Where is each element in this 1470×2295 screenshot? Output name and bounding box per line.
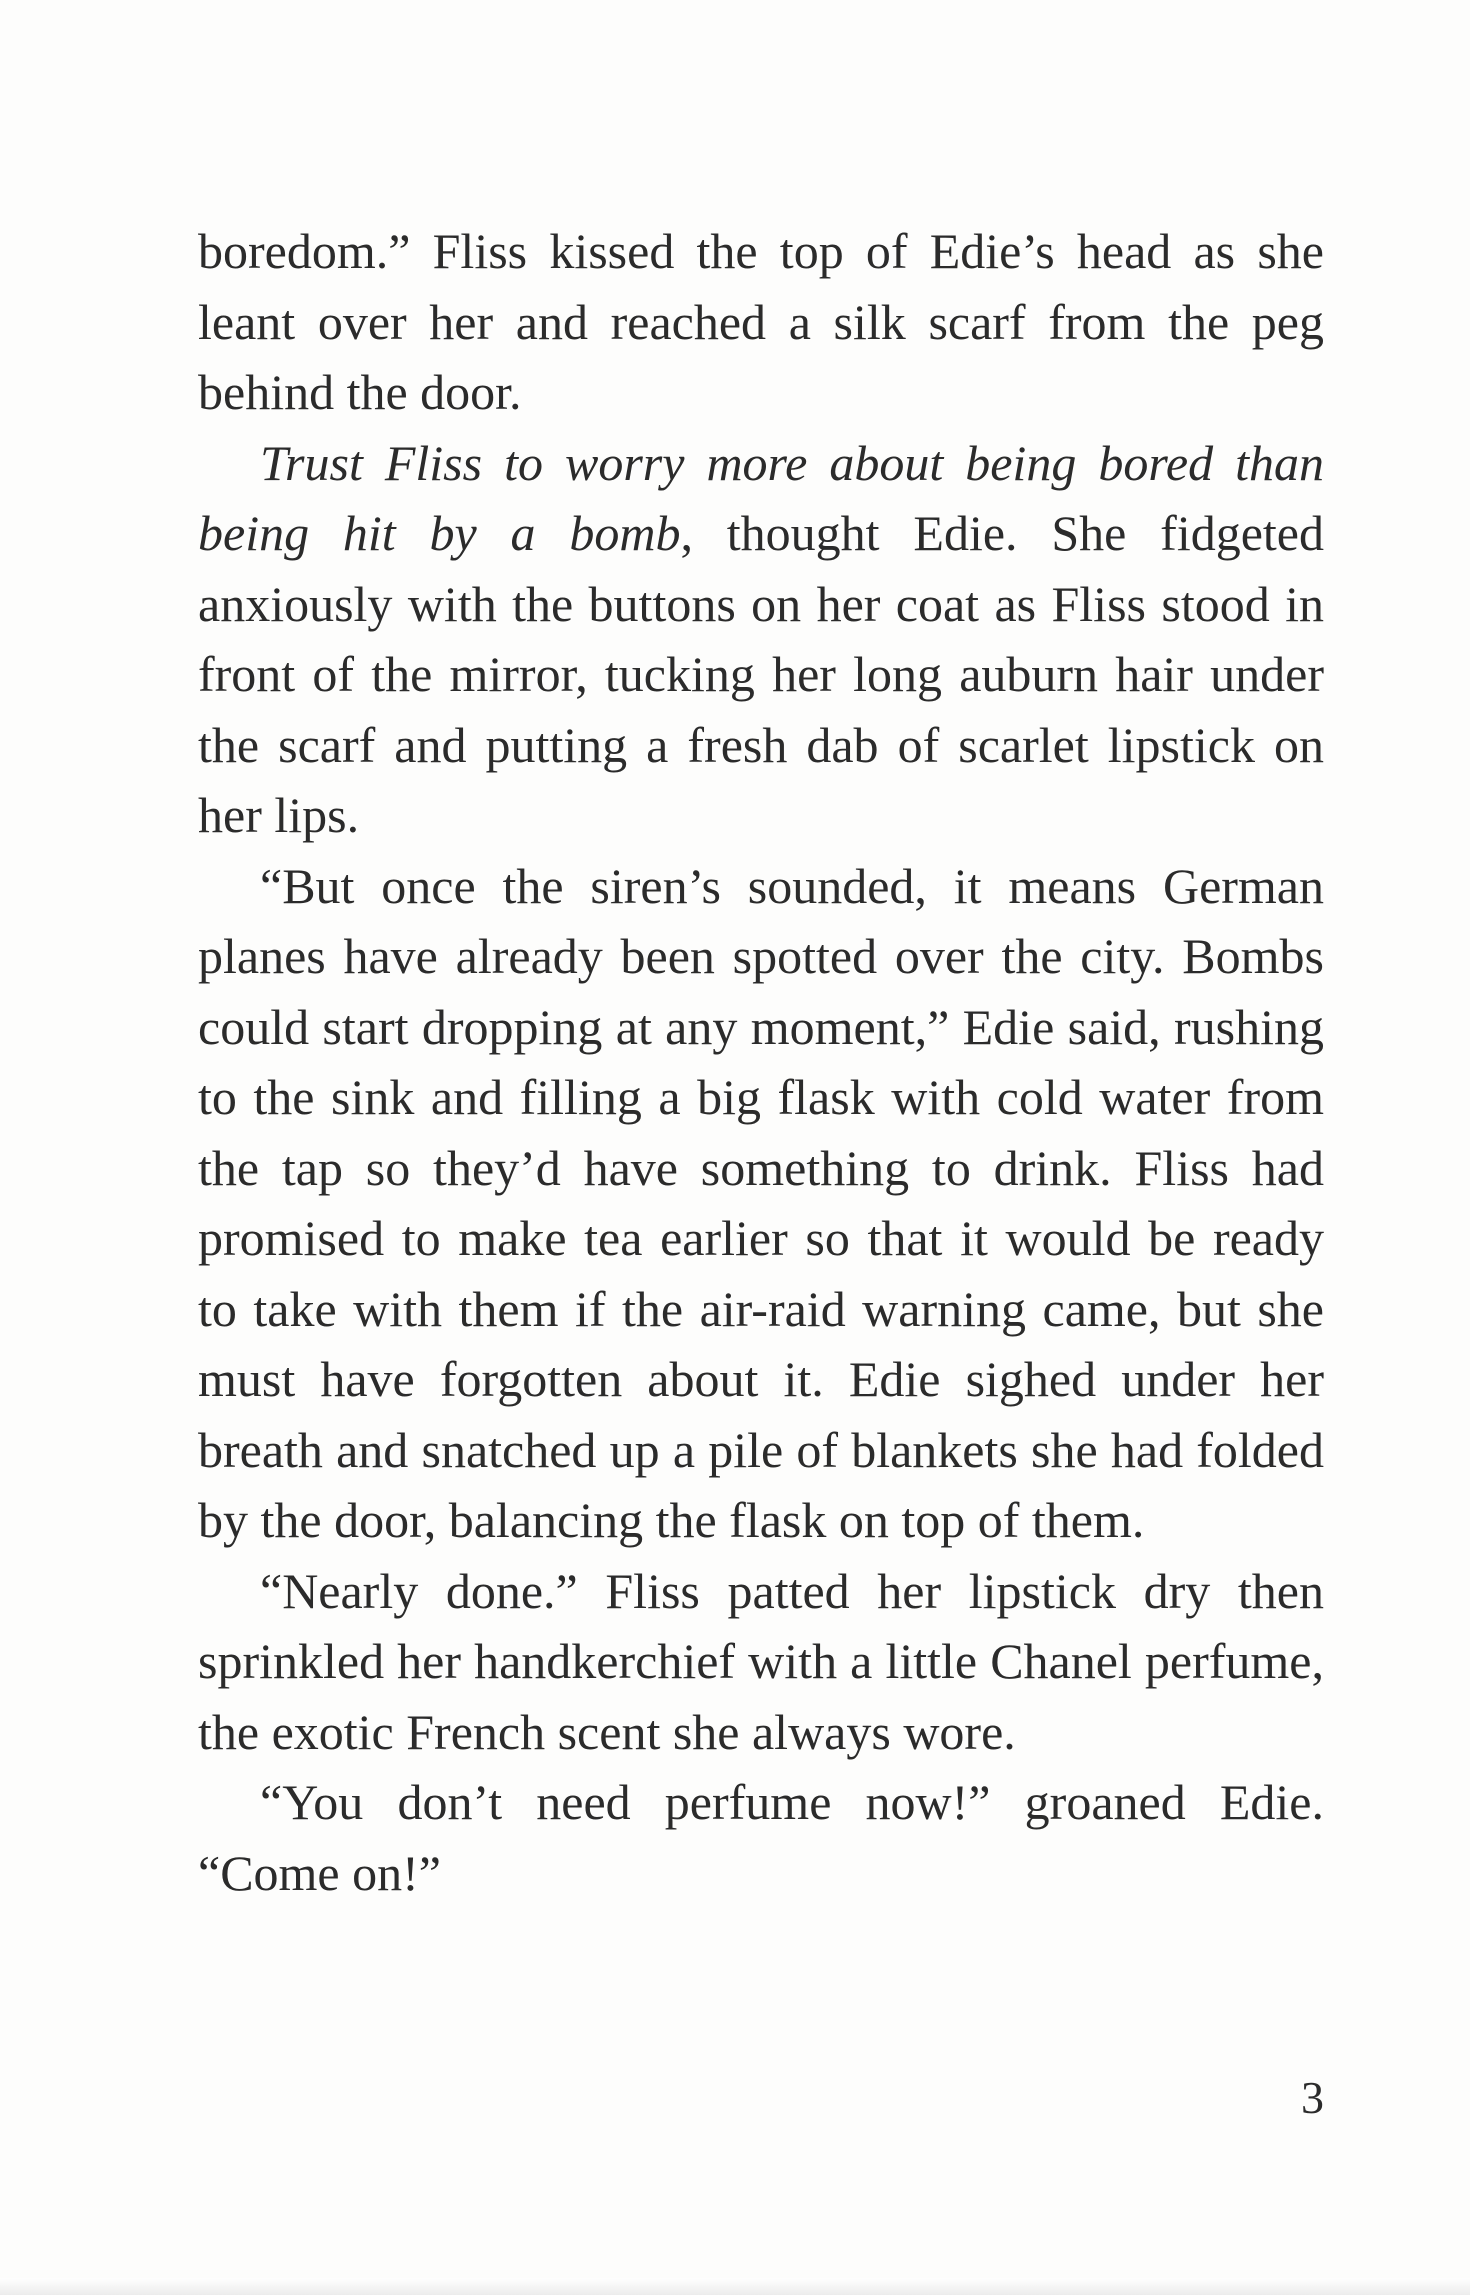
paragraph-text: , thought Edie. She fidgeted anxiously with the buttons on her coat as Fliss stood in front of the mirror, tucking her long auburn hair under the scarf and putting a fresh dab of scarlet lipstick on her lips. bbox=[198, 505, 1324, 843]
body-text bbox=[198, 216, 1324, 1908]
paragraph: boredom.” Fliss kissed the top of Edie’s head as she leant over her and reached a silk scarf from the peg behind the door. bbox=[198, 223, 1324, 420]
italic-thought: Trust Fliss to worry more about being bored than being hit by a bomb bbox=[198, 434, 1324, 561]
paragraph: “You don’t need perfume now!” groaned Edie. “Come on!” bbox=[198, 1774, 1324, 1901]
page-number: 3 bbox=[1301, 2072, 1324, 2123]
paragraph bbox=[198, 428, 1324, 851]
paragraph: “But once the siren’s sounded, it means German planes have already been spotted over the city. Bombs could start dropping at any moment,” Edie said, rushing to the sink and filling a big flask with cold water from the tap so they’d have something to drink. Fliss had promised to make tea earlier so that it would be ready to take with them if the air-raid warning came, but she must have forgotten about it. Edie sighed under her breath and snatched up a pile of blankets she had folded by the door, balancing the flask on top of them. bbox=[198, 857, 1324, 1548]
scan-edge bbox=[0, 2278, 1470, 2295]
paragraph: “Nearly done.” Fliss patted her lipstick dry then sprinkled her handkerchief with a little Chanel perfume, the exotic French scent she always wore. bbox=[198, 1562, 1324, 1760]
